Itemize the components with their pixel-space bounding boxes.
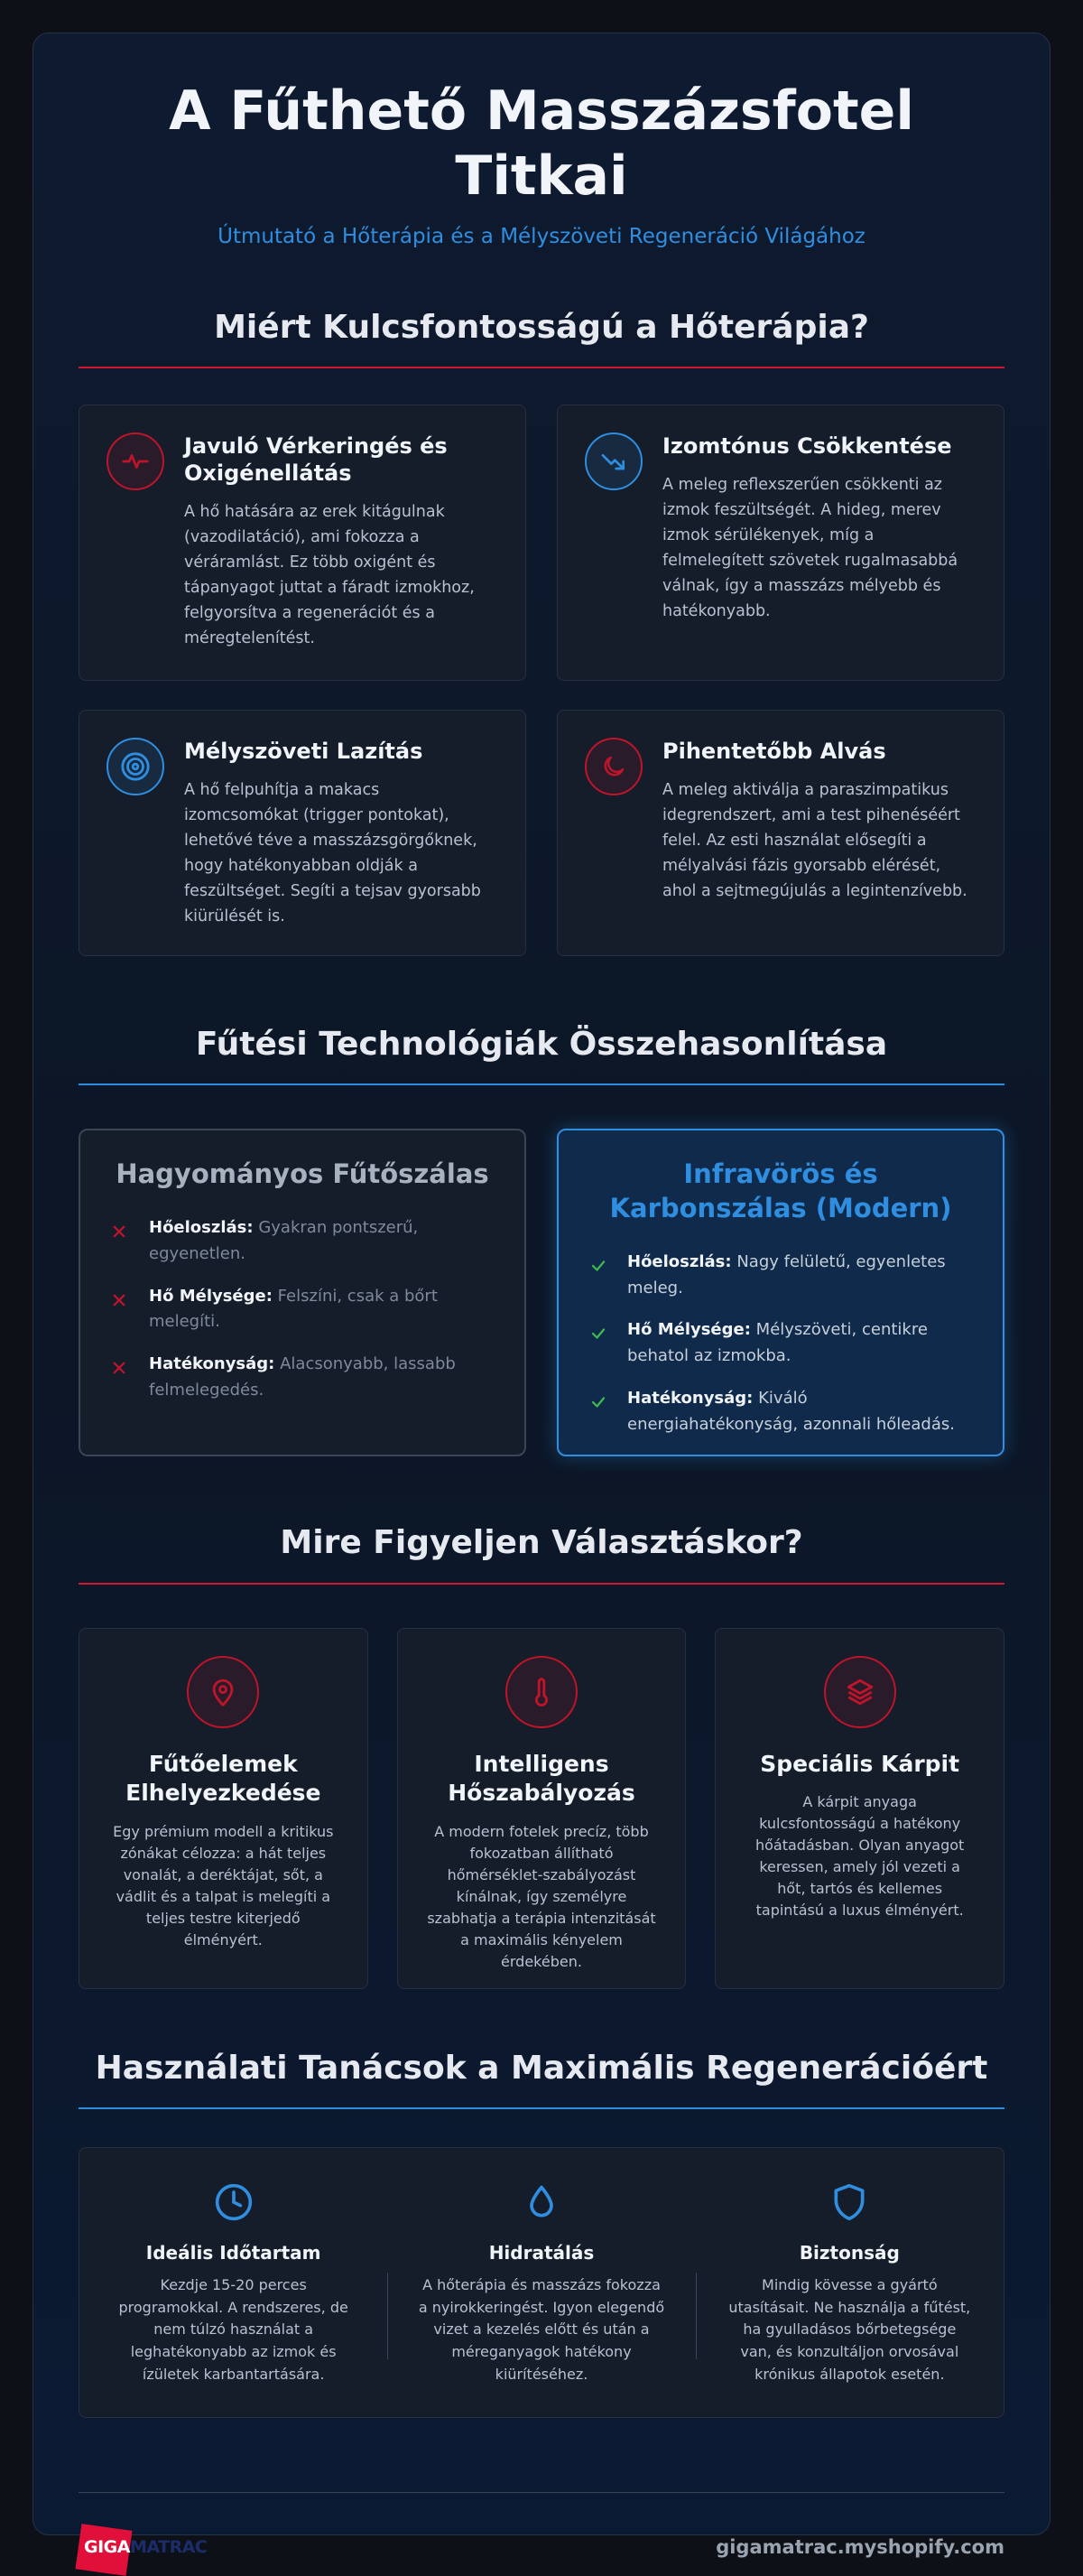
tip-title: Hidratálás xyxy=(488,2241,595,2264)
comparison-value: Alacsonyabb, lassabb felmelegedés. xyxy=(149,1354,456,1400)
features-section xyxy=(79,1523,1004,1988)
section-title-benefits: Miért Kulcsfontosságú a Hőterápia? xyxy=(214,309,869,346)
comparison-value: Nagy felületű, egyenletes meleg. xyxy=(627,1251,946,1297)
infographic-page xyxy=(32,33,1051,2558)
comparison-card-traditional xyxy=(79,1129,526,1456)
feature-text: Egy prémium modell a kritikus zónákat célozza: a hát teljes vonalát, a deréktájat, sőt, a vádlit és a talpat is melegíti a teljes testre kiterjedő élményért. xyxy=(113,1822,334,1948)
comparison-value: Gyakran pontszerű, egyenetlen. xyxy=(149,1218,419,1263)
feature-title: Intelligens Hőszabályozás xyxy=(448,1750,635,1807)
tip-title: Ideális Időtartam xyxy=(145,2241,321,2264)
tips-card xyxy=(79,2147,1004,2418)
benefit-title: Javuló Vérkeringés és Oxigénellátás xyxy=(184,433,448,487)
pulse-icon xyxy=(106,432,164,490)
benefits-section xyxy=(79,308,1004,956)
website-link[interactable]: gigamatrac.myshopify.com xyxy=(716,2535,1004,2558)
section-divider xyxy=(79,1583,1004,1585)
benefit-text: A hő hatására az erek kitágulnak (vazodilatáció), ami fokozza a véráramlást. Ez több oxigént és tápanyagot juttat a fáradt izmokhoz, felgyorsítva a regenerációt és a méregtelenítést. xyxy=(184,503,475,648)
comparison-card-title: Hagyományos Fűtőszálas xyxy=(116,1158,489,1190)
feature-card-heating-elements xyxy=(79,1628,368,1989)
section-title-features: Mire Figyeljen Választáskor? xyxy=(280,1524,803,1562)
comparison-value: Mélyszöveti, centikre behatol az izmokba. xyxy=(627,1320,928,1366)
logo-text-matrac: MATRAC xyxy=(129,2536,208,2557)
layers-icon xyxy=(824,1656,896,1728)
benefit-card-deep-tissue xyxy=(79,710,526,956)
comparison-value: Kiváló energiahatékonyság, azonnali hőleadás. xyxy=(627,1388,955,1434)
check-icon xyxy=(589,1250,627,1302)
cross-icon xyxy=(111,1284,149,1336)
section-divider xyxy=(79,2107,1004,2109)
thermometer-icon xyxy=(505,1656,578,1728)
feature-card-temperature-control xyxy=(397,1628,687,1989)
target-icon xyxy=(106,738,164,795)
footer-divider xyxy=(79,2492,1004,2493)
comparison-key: Hőeloszlás: xyxy=(627,1251,732,1271)
comparison-key: Hőeloszlás: xyxy=(149,1218,254,1238)
tips-section xyxy=(79,2049,1004,2418)
feature-card-upholstery xyxy=(715,1628,1004,1989)
cross-icon xyxy=(111,1215,149,1268)
benefit-title: Pihentetőbb Alvás xyxy=(662,739,886,765)
comparison-key: Hő Mélysége: xyxy=(627,1320,751,1340)
section-title-comparison: Fűtési Technológiák Összehasonlítása xyxy=(195,1026,888,1064)
comparison-key: Hő Mélysége: xyxy=(149,1286,273,1306)
benefit-text: A meleg aktiválja a paraszimpatikus idegrendszert, ami a test pihenéséért felel. Az esti használat elősegíti a mélyalvási fázis gyorsabb elérését, ahol a sejtmegújulás a legintenzívebb. xyxy=(662,781,967,901)
tip-title: Biztonság xyxy=(799,2241,900,2264)
trend-down-icon xyxy=(585,432,643,490)
benefit-card-circulation xyxy=(79,405,526,681)
tip-text: Kezdje 15-20 perces programokkal. A rendszeres, de nem túlzó használat a leghatékonyabb az izmok és ízületek karbantartására. xyxy=(118,2275,348,2383)
comparison-row xyxy=(589,1386,972,1438)
comparison-key: Hatékonyság: xyxy=(149,1354,275,1374)
benefit-text: A hő felpuhítja a makacs izomcsomókat (trigger pontokat), lehetővé téve a masszázsgörgőknek, hogy hatékonyabban oldják a feszültséget. Segíti a tejsav gyorsabb kiürülését is. xyxy=(184,781,481,926)
section-divider xyxy=(79,1083,1004,1085)
page-subtitle: Útmutató a Hőterápia és a Mélyszöveti Regeneráció Világához xyxy=(218,225,865,248)
benefit-text: A meleg reflexszerűen csökkenti az izmok feszültségét. A hideg, merev izmok sérülékenyek, míg a felmelegített szövetek rugalmasabbá válnak, így a masszázs mélyebb és hatékonyabb. xyxy=(662,476,958,621)
water-drop-icon xyxy=(418,2182,664,2226)
comparison-value: Felszíni, csak a bőrt melegíti. xyxy=(149,1286,438,1332)
location-pin-icon xyxy=(187,1656,259,1728)
benefit-card-muscle-tone xyxy=(557,405,1004,681)
comparison-row xyxy=(589,1250,972,1302)
tip-safety xyxy=(696,2182,1004,2390)
check-icon xyxy=(589,1317,627,1370)
feature-text: A modern fotelek precíz, több fokozatban állítható hőmérséklet-szabályozást kínálnak, így személyre szabhatja a terápia intenzitását a maximális kényelem érdekében. xyxy=(427,1822,656,1970)
page-title: A Fűthető Masszázsfotel Titkai xyxy=(169,79,914,208)
comparison-row xyxy=(111,1215,494,1268)
tip-duration xyxy=(79,2182,387,2390)
comparison-row xyxy=(111,1352,494,1404)
comparison-key: Hatékonyság: xyxy=(627,1388,754,1408)
tip-text: Mindig kövesse a gyártó utasításait. Ne használja a fűtést, ha gyulladásos bőrbetegsége van, és konzultáljon orvosával krónikus állapotok esetén. xyxy=(728,2275,971,2383)
benefit-title: Mélyszöveti Lazítás xyxy=(184,739,423,765)
cross-icon xyxy=(111,1352,149,1404)
comparison-section xyxy=(79,1025,1004,1456)
comparison-card-modern xyxy=(557,1129,1004,1456)
moon-icon xyxy=(585,738,643,795)
logo-text-giga: GIGA xyxy=(84,2536,130,2557)
feature-text: A kárpit anyaga kulcsfontosságú a hatékony hőátadásban. Olyan anyagot keressen, amely jól vezeti a hőt, tartós és kellemes tapintású a luxus élményért. xyxy=(754,1793,965,1920)
brand-logo[interactable] xyxy=(79,2520,207,2574)
feature-title: Fűtőelemek Elhelyezkedése xyxy=(125,1750,321,1807)
tip-hydration xyxy=(387,2182,695,2390)
comparison-card-title: Infravörös és Karbonszálas (Modern) xyxy=(609,1158,952,1224)
section-title-tips: Használati Tanácsok a Maximális Regenerációért xyxy=(95,2049,988,2087)
tip-text: A hőterápia és masszázs fokozza a nyirokkeringést. Igyon elegendő vizet a kezelés előtt és után a méreganyagok hatékony kiürítéséhez. xyxy=(418,2275,665,2383)
benefit-title: Izomtónus Csökkentése xyxy=(662,433,952,460)
footer xyxy=(79,2520,1004,2574)
comparison-row xyxy=(589,1317,972,1370)
check-icon xyxy=(589,1386,627,1438)
feature-title: Speciális Kárpit xyxy=(760,1750,960,1777)
benefit-card-sleep xyxy=(557,710,1004,956)
section-divider xyxy=(79,367,1004,368)
clock-icon xyxy=(110,2182,356,2226)
comparison-row xyxy=(111,1284,494,1336)
shield-icon xyxy=(727,2182,973,2226)
